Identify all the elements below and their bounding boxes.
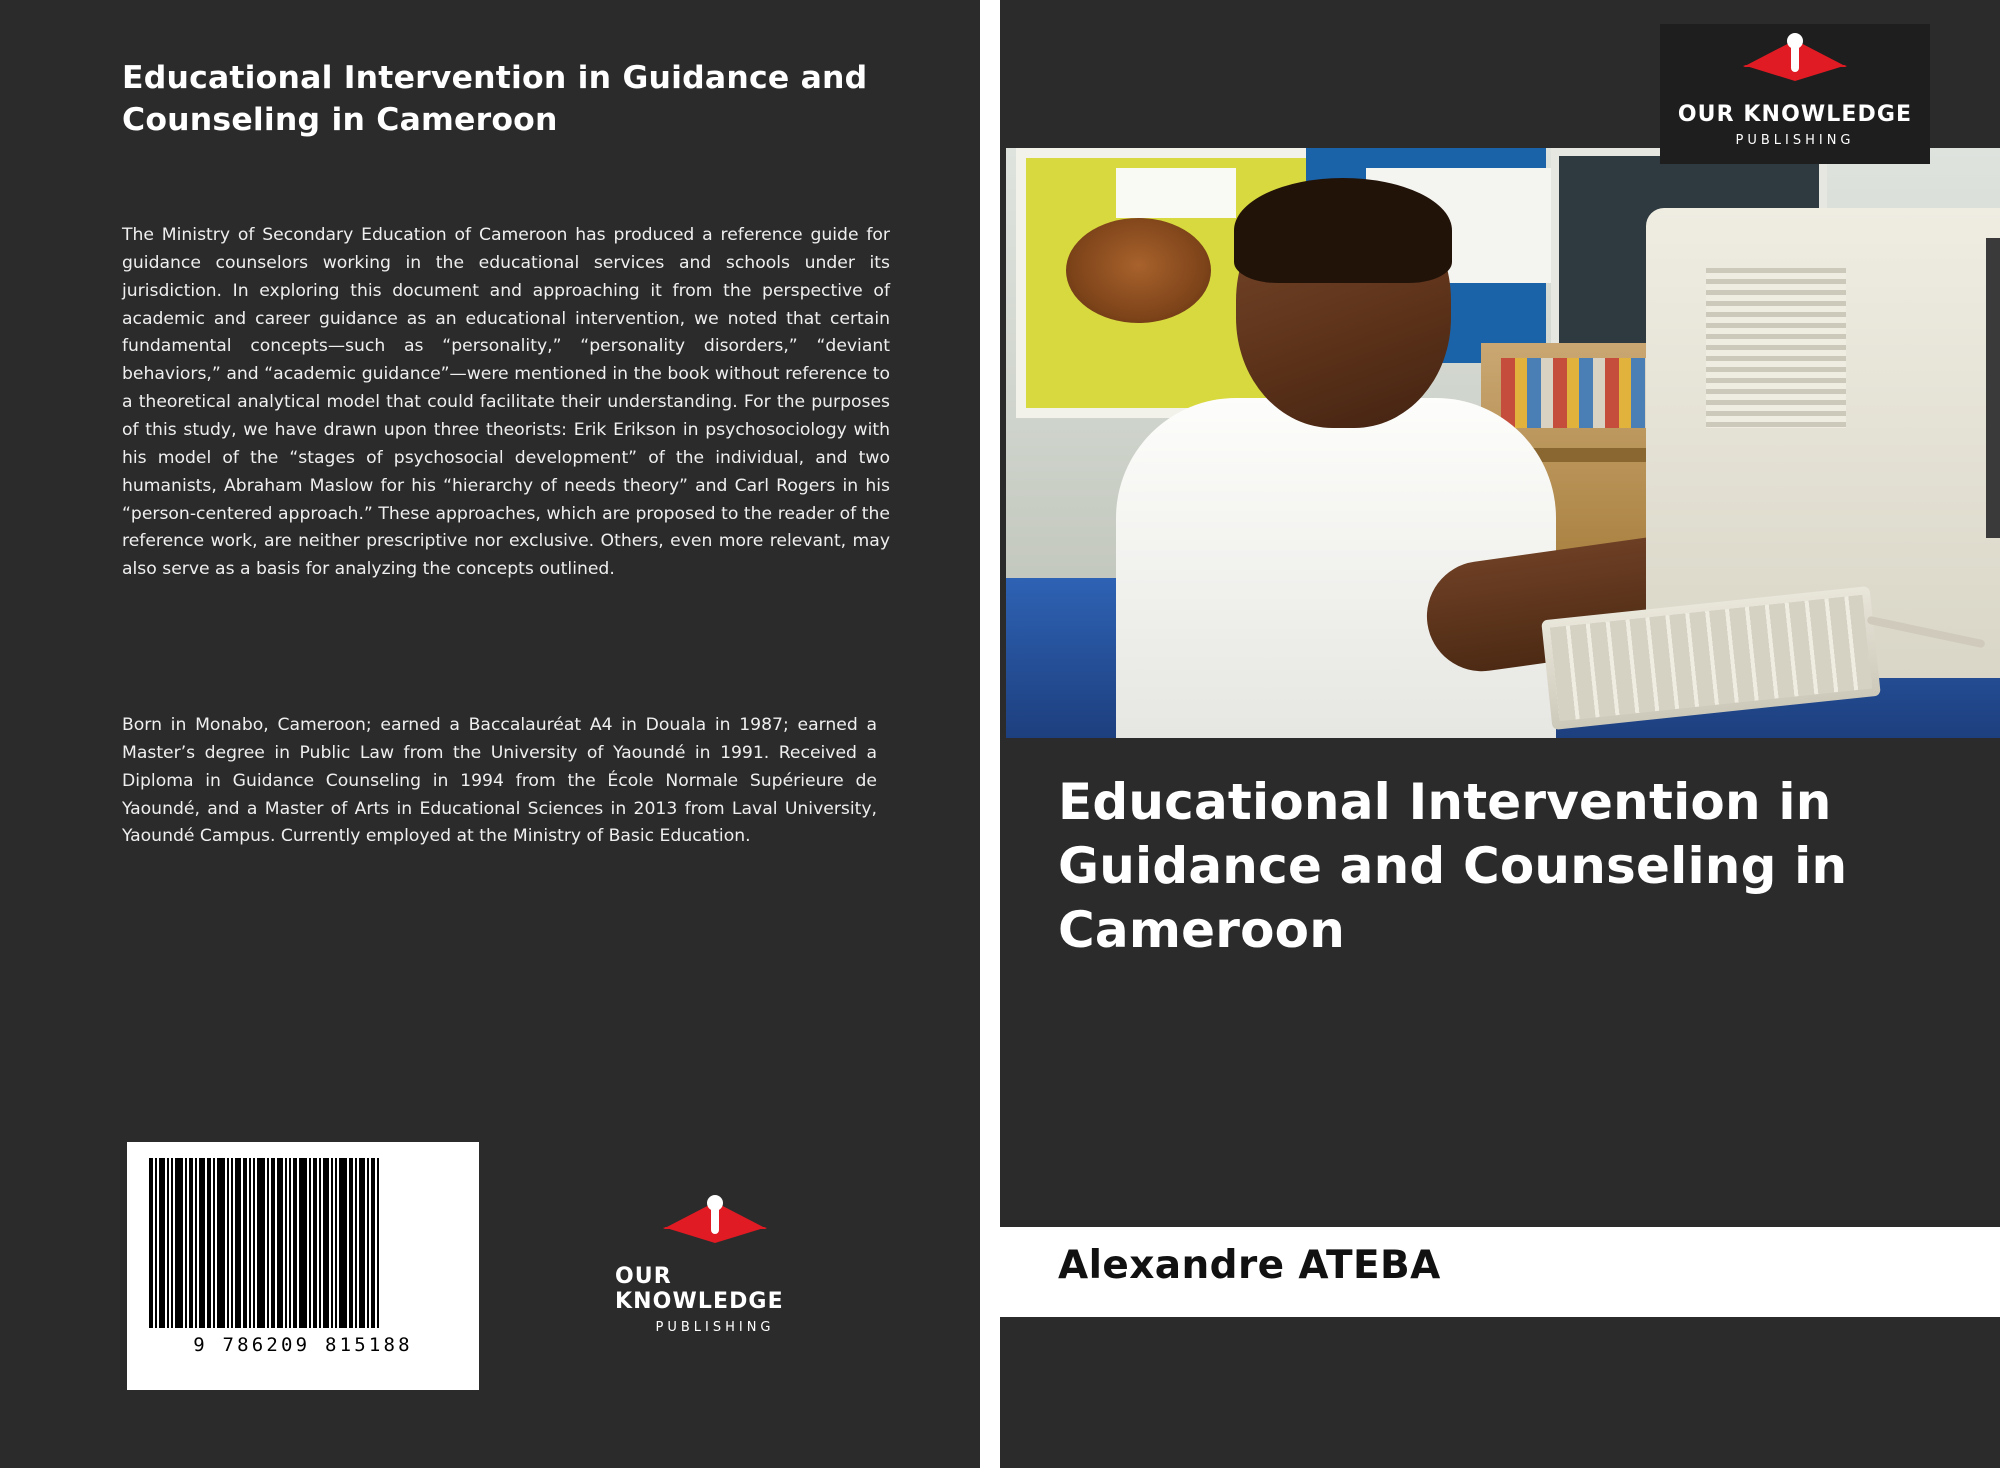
publisher-logo-front <box>1660 24 1930 164</box>
front-cover <box>1000 0 2000 1468</box>
author-biography: Born in Monabo, Cameroon; earned a Baccalauréat A4 in Douala in 1987; earned a Master’s degree in Public Law from the University of Yaoundé in 1991. Received a Diploma in Guidance Counseling in 1994 from the École Normale Supérieure de Yaoundé, and a Master of Arts in Educational Sciences in 2013 from Laval University, Yaoundé Campus. Currently employed at the Ministry of Basic Education. <box>122 715 877 847</box>
publisher-subtitle: PUBLISHING <box>655 1320 775 1335</box>
publisher-name: OUR KNOWLEDGE <box>1677 102 1913 127</box>
back-cover-blurb: The Ministry of Secondary Education of Cameroon has produced a reference guide for guidance counselors working in the educational services and schools under its jurisdiction. In exploring this document and approaching it from the perspective of academic and career guidance as an educational intervention, we noted that certain fundamental concepts—such as “personality,” “personality disorders,” “deviant behaviors,” and “academic guidance”—were mentioned in the book without reference to a theoretical analytical model that could facilitate their understanding. For the purposes of this study, we have drawn upon three theorists: Erik Erikson in psychosociology with his model of the “stages of psychosocial development” of the individual, and two humanists, Abraham Maslow for his “hierarchy of needs theory” and Carl Rogers in his “person-centered approach.” These approaches, which are proposed to the reader of the reference work, are neither prescriptive nor exclusive. Others, even more relevant, may also serve as a basis for analyzing the concepts outlined. <box>122 225 890 580</box>
front-cover-bottom-block <box>1000 1317 2000 1468</box>
barcode <box>127 1142 479 1390</box>
cover-photo-boy-at-computer <box>1006 148 2000 738</box>
publisher-subtitle: PUBLISHING <box>1735 133 1855 148</box>
graduation-cap-icon <box>663 1200 767 1254</box>
front-cover-title: Educational Intervention in Guidance and Counseling in Cameroon <box>1058 773 1848 959</box>
back-cover-title: Educational Intervention in Guidance and Counseling in Cameroon <box>122 60 868 138</box>
publisher-name: OUR KNOWLEDGE <box>615 1264 784 1314</box>
spine <box>980 0 1000 1468</box>
barcode-digits: 9 786209 815188 <box>193 1334 413 1356</box>
barcode-bars <box>149 1158 463 1328</box>
graduation-cap-icon <box>1743 38 1847 92</box>
back-cover <box>0 0 980 1468</box>
author-name: Alexandre ATEBA <box>1058 1243 1441 1288</box>
publisher-logo-back <box>615 1200 815 1335</box>
